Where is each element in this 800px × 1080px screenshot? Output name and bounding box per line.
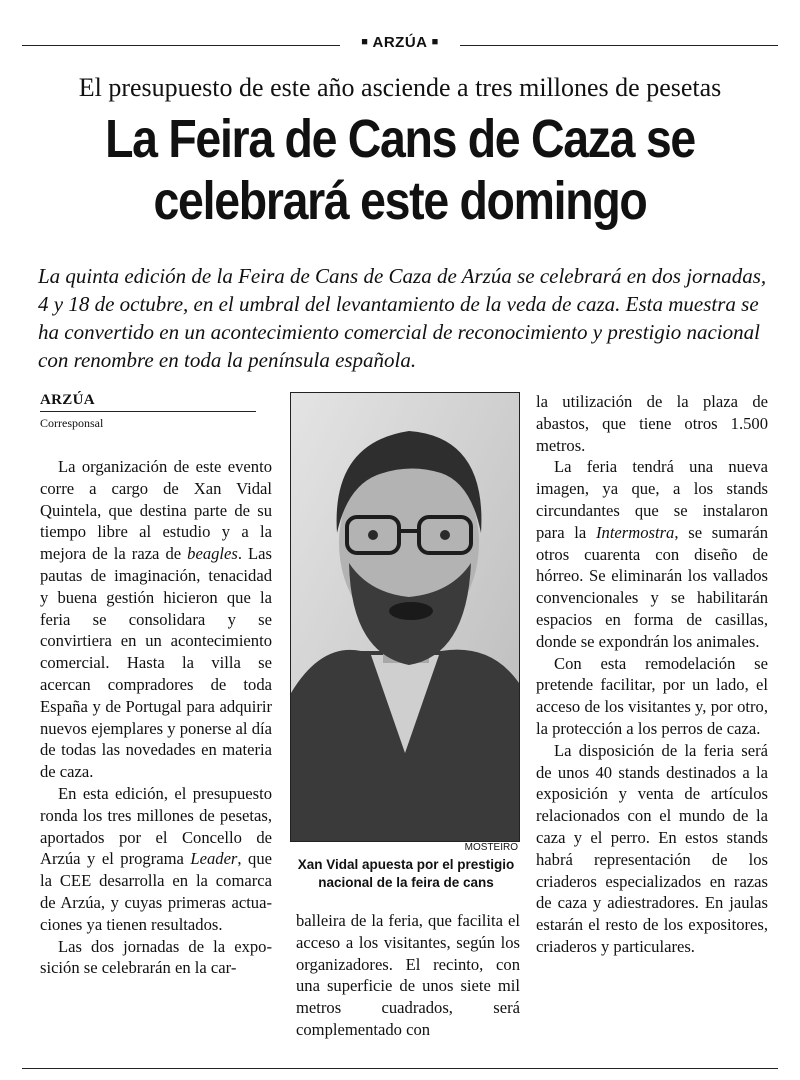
- portrait-photo: [290, 392, 520, 842]
- section-label: ■ ARZÚA ■: [361, 34, 439, 51]
- bottom-rule: [22, 1068, 778, 1069]
- lede: La quinta edición de la Feira de Cans de Caza de Arzúa se celebrará en dos jornadas, 4 y 18 de octubre, en el umbral del levantamiento de la veda de caza. Esta muestra se ha convertido en un acontecimiento comercial de reconocimiento y prestigio nacional con renombre en toda la península española.: [38, 264, 767, 372]
- paragraph: La organización de este evento corre a cargo de Xan Vidal Quintela, que destina parte de su tiempo libre al estudio y a la mejora de la raza de beagles. Las pautas de imaginación, tenacidad y buena gestión hicieron que la feria se consolidara y se convirtiera en un acontecimiento comercial. Hasta la villa se acercan compradores de toda España y de Portugal para adquirir nuevos ejemplares y ponerse al día de todas las novedades en materia de caza.: [40, 457, 272, 782]
- kicker: El presupuesto de este año asciende a tres millones de pesetas: [78, 73, 722, 102]
- paragraph: la utilización de la plaza de abastos, que tiene otros 1.500 metros.: [536, 392, 768, 455]
- section-header: [22, 34, 778, 58]
- photo-caption: Xan Vidal apuesta por el prestigio nacional de la feira de cans: [297, 857, 515, 890]
- body-column-1: [40, 456, 272, 979]
- headline-line-2: celebrará este domingo: [153, 171, 647, 231]
- photo-credit: MOSTEIRO: [464, 842, 518, 853]
- paragraph: balleira de la feria, que facilita el acceso a los visitantes, según los organizadores. El recinto, con una superficie de unos siete mil metros cuadrados, será complementado con: [296, 911, 520, 1039]
- section-rule-left: [22, 45, 340, 46]
- portrait-illustration: [291, 393, 519, 841]
- paragraph: Las dos jornadas de la exposición se celebrarán en la car-: [40, 936, 272, 978]
- paragraph: En esta edición, el presupuesto ronda los tres millones de pesetas, aportados por el Concello de Arzúa y el programa Leader, que la CEE desarrolla en la comarca de Arzúa, y cuyas primeras actuaciones ya tienen resultados.: [40, 783, 272, 934]
- headline-line-1: La Feira de Cans de Caza se: [105, 109, 695, 169]
- paragraph: La feria tendrá una nueva imagen, ya que, a los stands circundantes que se instalaron para la Intermostra, se sumarán otros cuarenta con diseño de hórreo. Se eliminarán los vallados convencionales y se habilitarán espacios en forma de casillas, donde se expondrán los animales.: [536, 457, 769, 651]
- byline-rule: [40, 411, 256, 412]
- headline: [65, 108, 736, 232]
- body-column-2: [296, 910, 520, 1041]
- byline-name: ARZÚA: [40, 392, 95, 408]
- section-rule-right: [460, 45, 778, 46]
- byline: [40, 392, 256, 431]
- byline-role: Corresponsal: [40, 416, 104, 430]
- body-column-3: [536, 391, 768, 958]
- paragraph: Con esta remodelación se pretende facilitar, por un lado, el acceso de los visitantes y, por otro, la protección a los perros de caza.: [536, 653, 768, 738]
- paragraph: La disposición de la feria será de unos 40 stands destinados a la exposición y venta de artículos relacionados con el mundo de la caza y el perro. En estos stands habrá representación de los criaderos especializados en razas de caza y adiestradores. En jaulas estarán el resto de los expositores, criaderos y particulares.: [536, 740, 768, 956]
